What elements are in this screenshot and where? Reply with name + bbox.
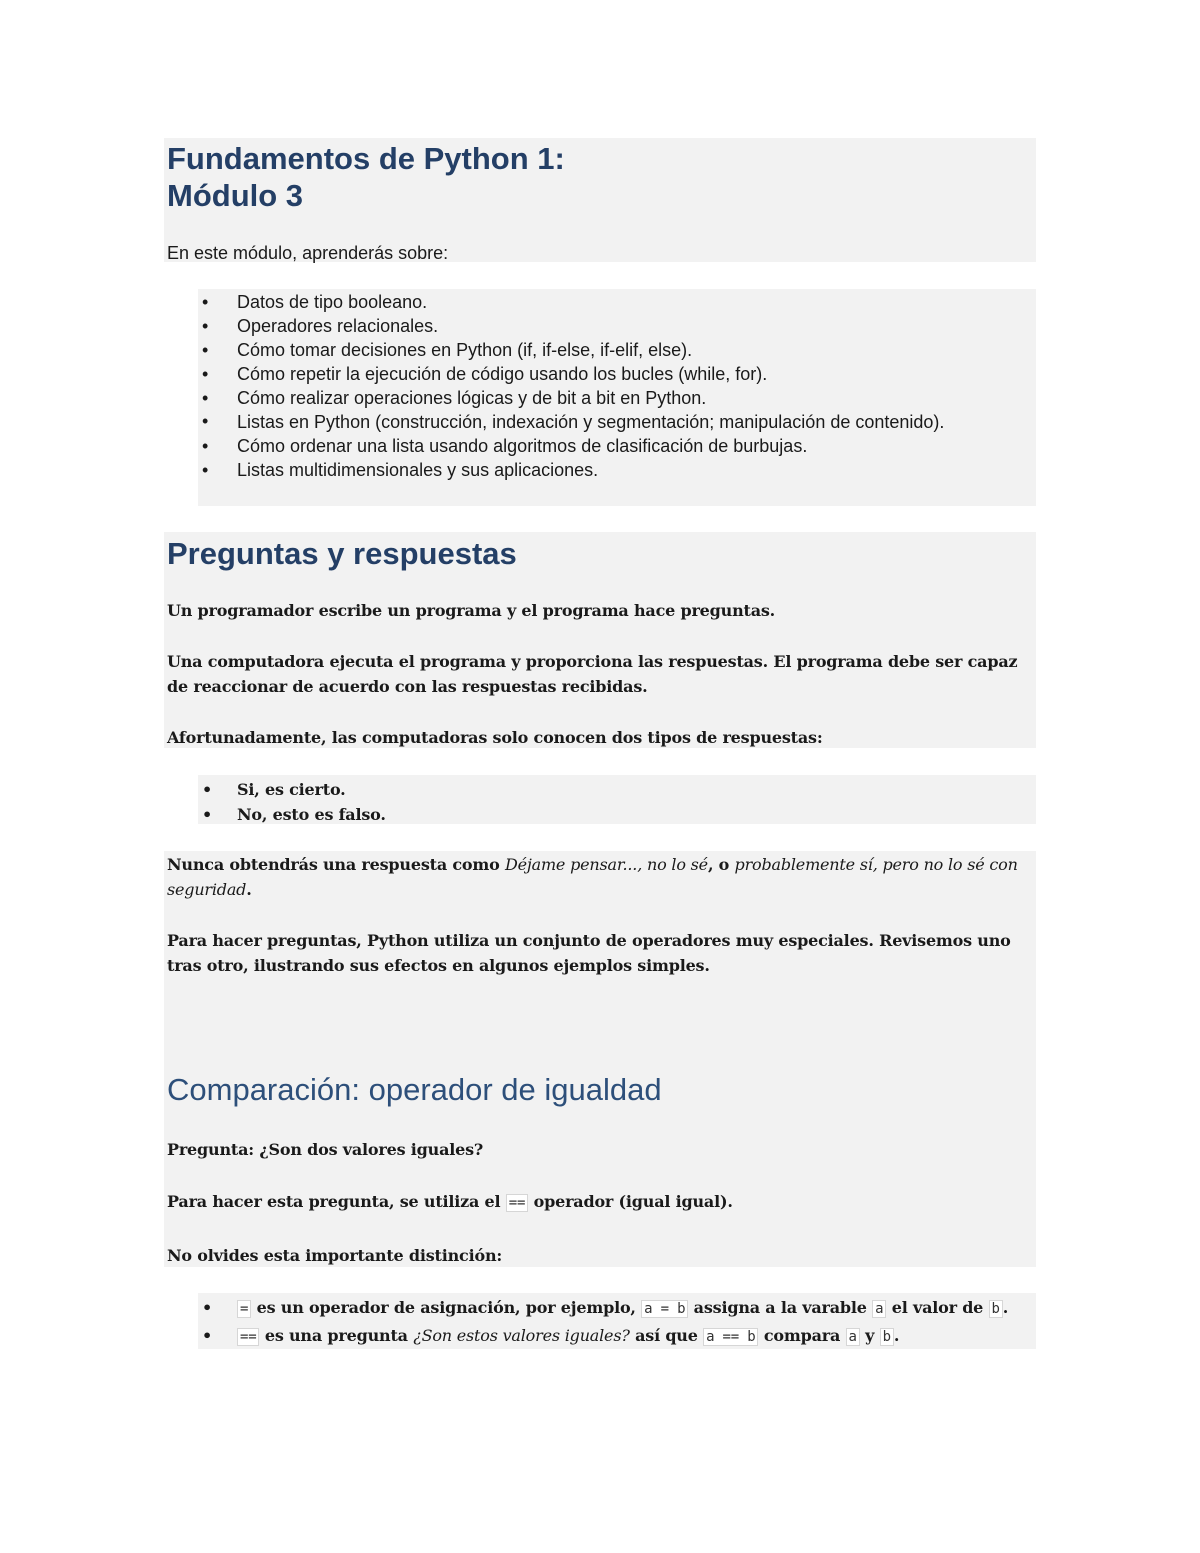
bullet-icon: •	[202, 460, 209, 480]
bullet-icon: •	[202, 411, 209, 431]
inline-code: ==	[506, 1194, 528, 1212]
list-item: • Cómo tomar decisiones en Python (if, if-else, if-elif, else).	[202, 340, 693, 360]
list-item: • Cómo realizar operaciones lógicas y de bit a bit en Python.	[202, 388, 707, 408]
inline-code: a = b	[641, 1300, 688, 1318]
inline-code: b	[989, 1300, 1003, 1318]
bullet-icon: •	[202, 316, 209, 336]
list-item: • No, esto es falso.	[200, 802, 1030, 827]
inline-code: ==	[237, 1328, 259, 1346]
list-item: • Cómo repetir la ejecución de código usando los bucles (while, for).	[202, 364, 768, 384]
equality-paragraph: Para hacer esta pregunta, se utiliza el == operador (igual igual).	[167, 1192, 733, 1211]
bullet-icon: •	[202, 292, 209, 312]
bullet-icon: •	[202, 1326, 213, 1345]
inline-code: a	[846, 1328, 860, 1346]
list-item: • Datos de tipo booleano.	[202, 292, 428, 312]
list-item: • Cómo ordenar una lista usando algoritmos de clasificación de burbujas.	[202, 436, 808, 456]
intro-text: En este módulo, aprenderás sobre:	[167, 243, 449, 263]
qa-paragraph-1: Un programador escribe un programa y el programa hace preguntas.	[167, 601, 776, 620]
qa-paragraph-5: Para hacer preguntas, Python utiliza un conjunto de operadores muy especiales. Revisemos uno tras otro, ilustrando sus efectos en algunos ejemplos simples.	[167, 931, 1011, 975]
bullet-icon: •	[202, 805, 213, 824]
qa-paragraph-2: Una computadora ejecuta el programa y proporciona las respuestas. El programa debe ser capaz de reaccionar de acuerdo con las respuestas recibidas.	[167, 652, 1018, 696]
bullet-icon: •	[202, 780, 213, 799]
bullet-icon: •	[202, 340, 209, 360]
qa-heading: Preguntas y respuestas	[167, 536, 517, 571]
inline-code: b	[880, 1328, 894, 1346]
inline-code: =	[237, 1300, 251, 1318]
equality-heading: Comparación: operador de igualdad	[167, 1072, 662, 1107]
bullet-icon: •	[202, 1298, 213, 1317]
list-item: • Listas en Python (construcción, indexación y segmentación; manipulación de contenido).	[202, 411, 945, 432]
equality-list	[200, 1295, 1030, 1351]
inline-code: a	[872, 1300, 886, 1318]
bullet-icon: •	[202, 436, 209, 456]
answers-list	[200, 777, 1030, 827]
qa-paragraph-3: Afortunadamente, las computadoras solo conocen dos tipos de respuestas:	[167, 728, 823, 747]
equality-note: No olvides esta importante distinción:	[167, 1246, 503, 1265]
list-item: • Listas multidimensionales y sus aplicaciones.	[202, 460, 599, 480]
page-title-line1: Fundamentos de Python 1:	[167, 141, 565, 176]
topics-list	[200, 290, 1030, 482]
inline-code: a == b	[703, 1328, 758, 1346]
list-item: • = es un operador de asignación, por ejemplo, a = b assigna a la varable a el valor de b .	[200, 1295, 1030, 1322]
equality-question: Pregunta: ¿Son dos valores iguales?	[167, 1140, 484, 1159]
bullet-icon: •	[202, 364, 209, 384]
list-item: • == es una pregunta ¿Son estos valores iguales? así que a == b compara a y b .	[200, 1322, 1030, 1351]
page-title-line2: Módulo 3	[167, 178, 304, 213]
list-item: • Operadores relacionales.	[202, 316, 439, 336]
bullet-icon: •	[202, 388, 209, 408]
list-item: • Si, es cierto.	[200, 777, 1030, 802]
qa-paragraph-4: Nunca obtendrás una respuesta como Déjame pensar..., no lo sé, o probablemente sí, pero no lo sé con seguridad.	[167, 855, 1018, 899]
